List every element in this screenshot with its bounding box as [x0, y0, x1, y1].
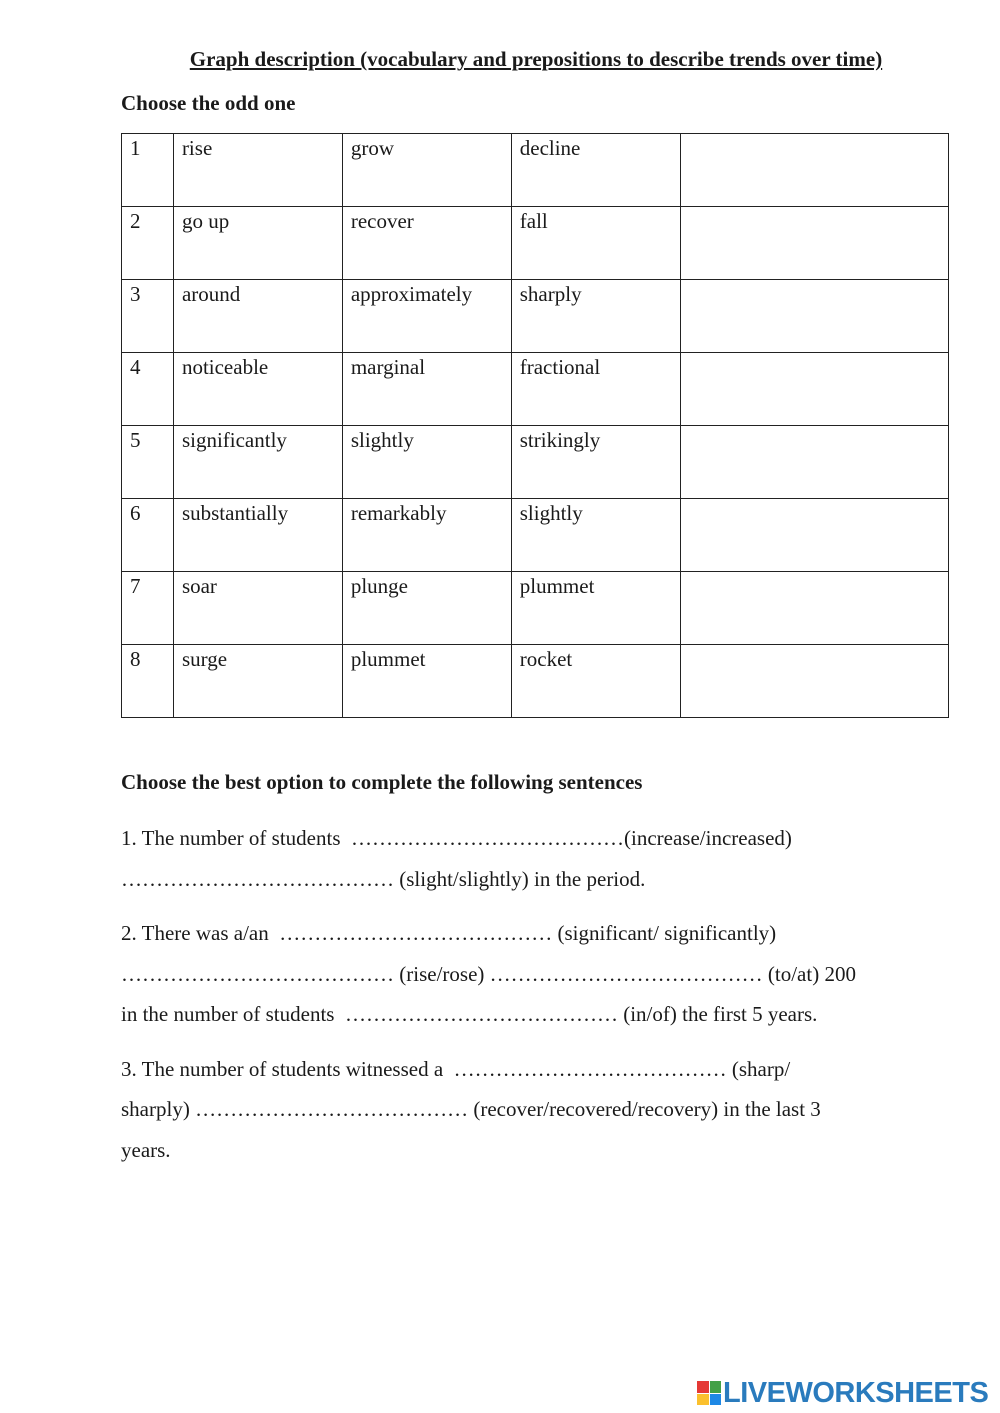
- row-number: 5: [122, 426, 174, 499]
- answer-blank[interactable]: …………………………………: [453, 1056, 727, 1081]
- sentence-text: (to/at) 200: [767, 961, 856, 986]
- word-cell: remarkably: [342, 499, 511, 572]
- logo-square: [697, 1394, 709, 1406]
- table-row: [122, 426, 949, 499]
- word-cell: strikingly: [511, 426, 680, 499]
- word-cell: marginal: [342, 353, 511, 426]
- answer-blank[interactable]: …………………………………: [344, 1002, 618, 1026]
- word-cell: slightly: [342, 426, 511, 499]
- answer-blank[interactable]: …………………………………: [351, 826, 624, 850]
- word-cell: slightly: [511, 499, 680, 572]
- word-cell: substantially: [173, 499, 342, 572]
- row-number: 4: [122, 353, 174, 426]
- word-cell: significantly: [173, 426, 342, 499]
- liveworksheets-logo: [697, 1378, 988, 1408]
- table-row: [122, 499, 949, 572]
- table-row: [122, 207, 949, 280]
- word-cell: fall: [511, 207, 680, 280]
- word-cell: rocket: [511, 645, 680, 718]
- word-cell: plunge: [342, 572, 511, 645]
- row-number: 3: [122, 280, 174, 353]
- answer-cell[interactable]: [680, 207, 948, 280]
- row-number: 8: [122, 645, 174, 718]
- answer-cell[interactable]: [680, 645, 948, 718]
- logo-square: [710, 1394, 722, 1406]
- answer-blank[interactable]: …………………………………: [279, 921, 553, 945]
- table-row: [122, 134, 949, 207]
- sentence-3: [121, 1049, 956, 1171]
- word-cell: around: [173, 280, 342, 353]
- sentence-2: [121, 913, 956, 1035]
- answer-blank[interactable]: …………………………………: [121, 961, 394, 986]
- sentence-text: (increase/increased): [624, 826, 792, 850]
- sentence-text: (slight/slightly) in the period.: [399, 866, 646, 891]
- section2-heading: Choose the best option to complete the following sentences: [121, 770, 643, 794]
- sentence-text: (rise/rose): [399, 961, 485, 986]
- table-row: [122, 645, 949, 718]
- word-cell: sharply: [511, 280, 680, 353]
- word-cell: rise: [173, 134, 342, 207]
- row-number: 1: [122, 134, 174, 207]
- word-cell: noticeable: [173, 353, 342, 426]
- word-cell: soar: [173, 572, 342, 645]
- sentence-text: 2. There was a/an: [121, 921, 269, 945]
- logo-square: [710, 1381, 722, 1393]
- logo-square: [697, 1381, 709, 1393]
- answer-cell[interactable]: [680, 499, 948, 572]
- answer-cell[interactable]: [680, 426, 948, 499]
- page-title: Graph description (vocabulary and prepositions to describe trends over time): [189, 47, 883, 71]
- answer-blank[interactable]: …………………………………: [121, 866, 394, 891]
- word-cell: approximately: [342, 280, 511, 353]
- word-cell: recover: [342, 207, 511, 280]
- word-cell: decline: [511, 134, 680, 207]
- sentence-text: years.: [121, 1137, 171, 1162]
- answer-cell[interactable]: [680, 353, 948, 426]
- answer-cell[interactable]: [680, 134, 948, 207]
- sentence-text: (significant/ significantly): [557, 921, 777, 945]
- logo-icon: [697, 1381, 721, 1405]
- row-number: 2: [122, 207, 174, 280]
- answer-blank[interactable]: …………………………………: [195, 1097, 469, 1121]
- word-cell: plummet: [511, 572, 680, 645]
- section1-heading: Choose the odd one: [121, 91, 296, 115]
- sentence-text: (recover/recovered/recovery) in the last 3: [473, 1097, 821, 1121]
- sentence-text: in the number of students: [121, 1002, 335, 1026]
- answer-blank[interactable]: …………………………………: [489, 961, 763, 986]
- word-cell: go up: [173, 207, 342, 280]
- row-number: 6: [122, 499, 174, 572]
- sentence-text: 1. The number of students: [121, 826, 341, 850]
- sentence-text: (sharp/: [731, 1056, 791, 1081]
- word-cell: grow: [342, 134, 511, 207]
- table-row: [122, 572, 949, 645]
- word-cell: plummet: [342, 645, 511, 718]
- word-cell: fractional: [511, 353, 680, 426]
- sentence-1: [121, 818, 956, 899]
- sentence-text: (in/of) the first 5 years.: [623, 1002, 818, 1026]
- answer-cell[interactable]: [680, 280, 948, 353]
- odd-one-table: [121, 133, 949, 718]
- sentence-text: sharply): [121, 1097, 190, 1121]
- logo-text: LIVEWORKSHEETS: [723, 1376, 989, 1409]
- table-row: [122, 353, 949, 426]
- word-cell: surge: [173, 645, 342, 718]
- sentence-text: 3. The number of students witnessed a: [121, 1056, 444, 1081]
- answer-cell[interactable]: [680, 572, 948, 645]
- row-number: 7: [122, 572, 174, 645]
- sentences: [121, 818, 956, 1184]
- table-row: [122, 280, 949, 353]
